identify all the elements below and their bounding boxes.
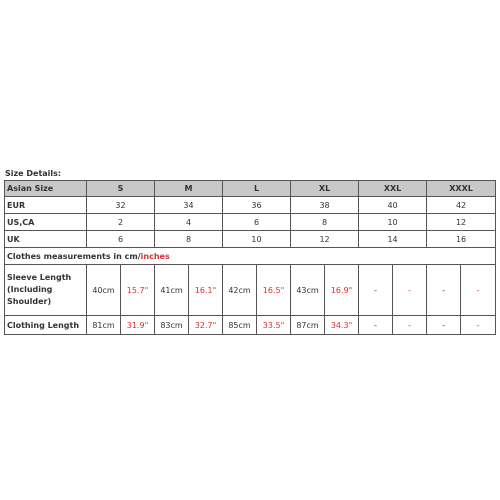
table-cell-inches: 15.7" [121, 265, 155, 316]
row-label: US,CA [5, 214, 87, 231]
row-label: Sleeve Length (Including Shoulder) [5, 265, 87, 316]
row-label: Clothing Length [5, 316, 87, 335]
size-header-xl: XL [291, 181, 359, 197]
table-cell-cm: 85cm [223, 316, 257, 335]
sleeve-length-row [5, 265, 496, 316]
table-cell: 6 [87, 231, 155, 248]
table-cell-inches: 32.7" [189, 316, 223, 335]
table-cell: 14 [359, 231, 427, 248]
row-label: EUR [5, 197, 87, 214]
table-cell: 32 [87, 197, 155, 214]
table-cell: 6 [223, 214, 291, 231]
table-cell-inches: - [461, 265, 496, 316]
size-header-s: S [87, 181, 155, 197]
table-cell: 12 [291, 231, 359, 248]
table-cell-inches: - [393, 316, 427, 335]
table-row [5, 197, 496, 214]
table-cell: 16 [427, 231, 496, 248]
table-cell-cm: - [359, 316, 393, 335]
measurements-note-row [5, 248, 496, 265]
table-cell: 10 [359, 214, 427, 231]
table-cell: 4 [155, 214, 223, 231]
table-cell-cm: 42cm [223, 265, 257, 316]
table-cell-inches: - [461, 316, 496, 335]
measurements-note-inches: inches [140, 251, 170, 261]
table-cell-inches: 33.5" [257, 316, 291, 335]
table-cell-cm: 87cm [291, 316, 325, 335]
table-cell-inches: - [393, 265, 427, 316]
table-cell-cm: - [427, 265, 461, 316]
table-row [5, 231, 496, 248]
table-cell-cm: 43cm [291, 265, 325, 316]
table-row [5, 214, 496, 231]
size-details-title: Size Details: [5, 169, 62, 178]
asian-size-header: Asian Size [5, 181, 87, 197]
table-cell-inches: 16.5" [257, 265, 291, 316]
measurements-note-prefix: Clothes measurements in cm/ [7, 251, 141, 261]
clothing-length-row [5, 316, 496, 335]
table-cell-cm: - [427, 316, 461, 335]
size-header-m: M [155, 181, 223, 197]
table-cell: 12 [427, 214, 496, 231]
table-cell: 40 [359, 197, 427, 214]
table-cell-cm: 83cm [155, 316, 189, 335]
table-cell-inches: 16.1" [189, 265, 223, 316]
table-cell-inches: 31.9" [121, 316, 155, 335]
table-cell-cm: 81cm [87, 316, 121, 335]
table-cell: 42 [427, 197, 496, 214]
table-cell-inches: 34.3" [325, 316, 359, 335]
table-cell: 34 [155, 197, 223, 214]
size-chart-table [4, 180, 496, 335]
header-row [5, 181, 496, 197]
table-cell: 8 [155, 231, 223, 248]
table-cell: 38 [291, 197, 359, 214]
table-cell-cm: - [359, 265, 393, 316]
table-cell-inches: 16.9" [325, 265, 359, 316]
measurements-note [5, 248, 496, 265]
table-cell: 36 [223, 197, 291, 214]
size-header-xxl: XXL [359, 181, 427, 197]
size-header-l: L [223, 181, 291, 197]
table-cell: 10 [223, 231, 291, 248]
size-header-xxxl: XXXL [427, 181, 496, 197]
row-label: UK [5, 231, 87, 248]
table-cell-cm: 41cm [155, 265, 189, 316]
table-cell-cm: 40cm [87, 265, 121, 316]
table-cell: 2 [87, 214, 155, 231]
table-cell: 8 [291, 214, 359, 231]
